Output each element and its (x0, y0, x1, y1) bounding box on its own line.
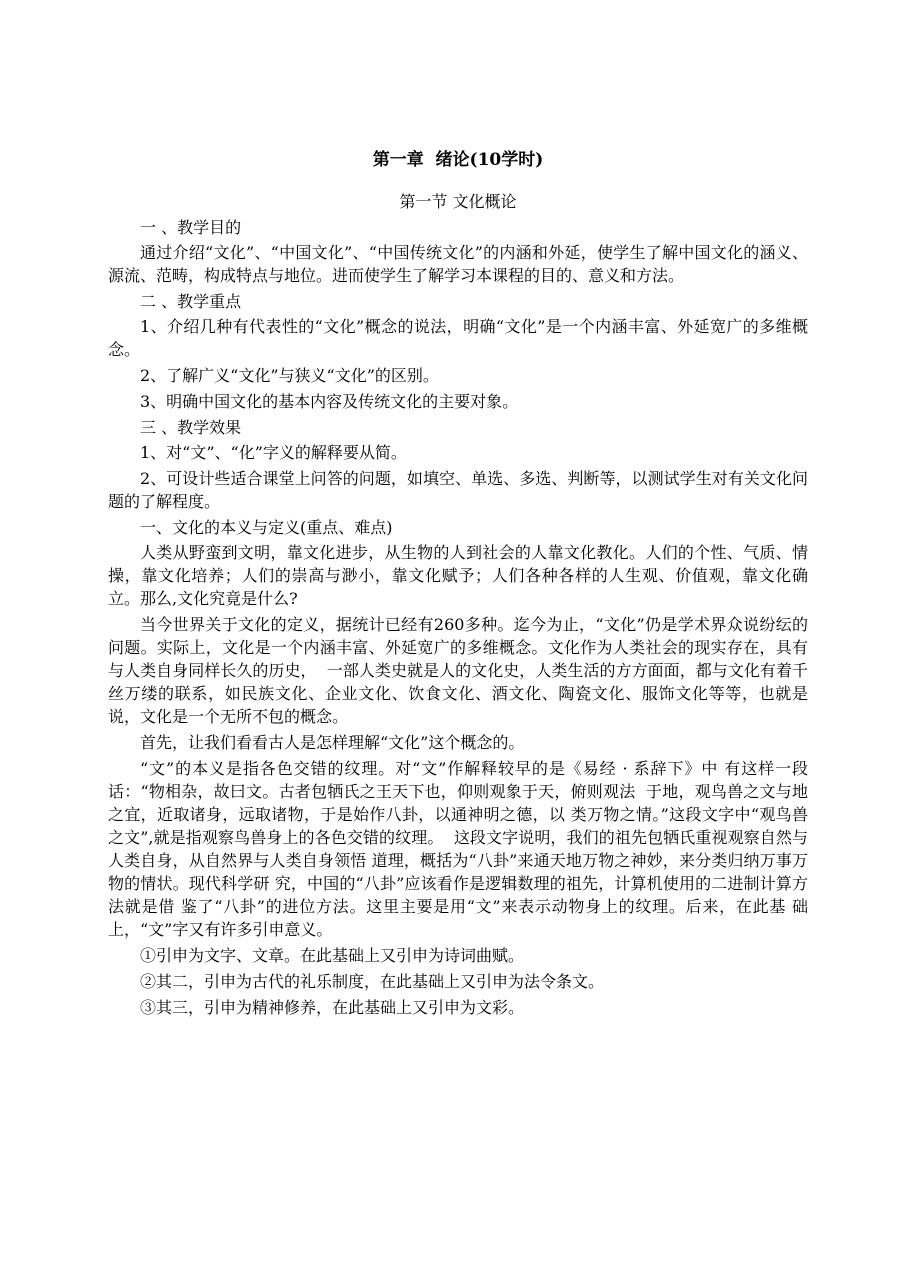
paragraph: 1、对“文”、“化”字义的解释要从简。 (140, 443, 407, 462)
list-item: ③其三，引申为精神修养，在此基础上又引申为文彩。 (140, 998, 525, 1017)
heading-teaching-effect: 三 、教学效果 (140, 418, 242, 437)
paragraph: 2、了解广义“文化”与狭义“文化”的区别。 (140, 366, 439, 385)
paragraph: 人类从野蛮到文明，靠文化进步，从生物的人到社会的人靠文化教化。人们的个性、气质、情操，靠文化培养；人们的崇高与渺小，靠文化赋予；人们各种各样的人生观、价值观，靠文化确立。那么,文化究竟是什么? (108, 543, 808, 608)
list-item: ②其二，引申为古代的礼乐制度，在此基础上又引申为法令条文。 (140, 972, 605, 991)
paragraph: 2、可设计些适合课堂上问答的问题，如填空、单选、多选、判断等，以测试学生对有关文化问题的了解程度。 (108, 469, 808, 511)
paragraph: 通过介绍“文化”、“中国文化”、“中国传统文化”的内涵和外延，使学生了解中国文化的涵义、源流、范畴，构成特点与地位。进而使学生了解学习本课程的目的、意义和方法。 (108, 243, 808, 285)
paragraph: 3、明确中国文化的基本内容及传统文化的主要对象。 (140, 392, 519, 411)
heading-teaching-goal: 一 、教学目的 (140, 218, 242, 237)
paragraph: 1、介绍几种有代表性的“文化”概念的说法，明确“文化”是一个内涵丰富、外延宽广的多维概念。 (108, 317, 808, 359)
paragraph: “文”的本义是指各色交错的纹理。对“文”作解释较早的是《易经 · 系辞下》中 有这样一段话：“物相杂，故曰文。古者包牺氏之王天下也，仰则观象于天，俯则观法 于地，观鸟兽之文与地之宜，近取诸身，远取诸物，于是始作八卦，以通神明之德，以 类万物之情。”这段文字中“观鸟兽之文”,就是指观察鸟兽身上的各色交错的纹理。 这段文字说明，我们的祖先包牺氏重视观察自然与人类自身，从自然界与人类自身领悟 道理，概括为“八卦”来通天地万物之神妙，来分类归纳万事万物的情状。现代科学研 究，中国的“八卦”应该看作是逻辑数理的祖先，计算机使用的二进制计算方法就是借 鉴了“八卦”的进位方法。这里主要是用“文”来表示动物身上的纹理。后来，在此基 础上，“文”字又有许多引申意义。 (108, 759, 808, 939)
paragraph: 首先，让我们看看古人是怎样理解“文化”这个概念的。 (140, 733, 525, 752)
section-title: 第一节 文化概论 (399, 192, 517, 211)
heading-teaching-focus: 二 、教学重点 (140, 292, 242, 311)
list-item: ①引申为文字、文章。在此基础上又引申为诗词曲赋。 (140, 946, 525, 965)
paragraph: 当今世界关于文化的定义，据统计已经有260多种。迄今为止，“文化”仍是学术界众说纷纭的问题。实际上，文化是一个内涵丰富、外延宽广的多维概念。文化作为人类社会的现实存在，具有与人类自身同样长久的历史， 一部人类史就是人的文化史，人类生活的方方面面，都与文化有着千丝万缕的联系，如民族文化、企业文化、饮食文化、酒文化、陶瓷文化、服饰文化等等，也就是说，文化是一个无所不包的概念。 (108, 615, 808, 726)
chapter-title: 第一章 绪论(10学时) (372, 150, 544, 170)
document-body (108, 148, 808, 1022)
heading-culture-definition: 一、文化的本义与定义(重点、难点) (140, 518, 393, 537)
